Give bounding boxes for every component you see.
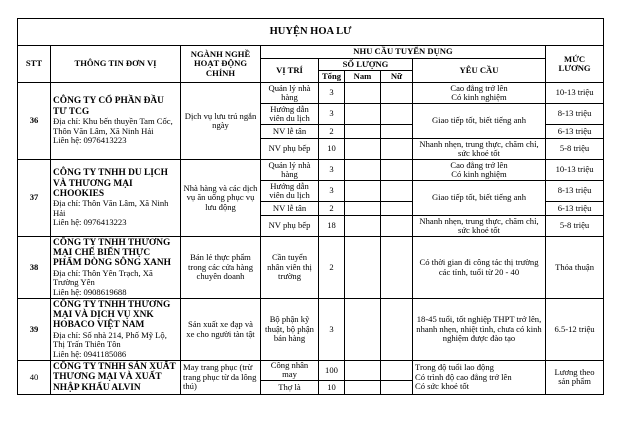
- job-salary: 6.5-12 triệu: [546, 299, 604, 361]
- job-female: [381, 83, 413, 104]
- job-total: 3: [319, 83, 345, 104]
- job-salary: 10-13 triệu: [546, 160, 604, 181]
- recruitment-table: [17, 18, 604, 395]
- job-female: [381, 202, 413, 216]
- header-salary: MỨC LƯƠNG: [546, 46, 604, 83]
- job-total: 10: [319, 139, 345, 160]
- row-stt: 40: [18, 361, 51, 395]
- job-total: 2: [319, 125, 345, 139]
- job-male: [345, 104, 381, 125]
- job-salary: 8-13 triệu: [546, 181, 604, 202]
- header-stt: STT: [18, 46, 51, 83]
- job-salary: 10-13 triệu: [546, 83, 604, 104]
- header-quantity: SỐ LƯỢNG: [319, 59, 413, 71]
- company-name: CÔNG TY TNHH SẢN XUẤT THƯƠNG MẠI VÀ XUẤT NHẬP KHẨU ALVIN: [53, 361, 176, 393]
- company-name: CÔNG TY CỔ PHẦN ĐẦU TƯ TCG: [53, 96, 164, 117]
- company-name: CÔNG TY TNHH DU LỊCH VÀ THƯƠNG MẠI CHOOKIES: [53, 168, 168, 199]
- job-female: [381, 125, 413, 139]
- job-position: Quản lý nhà hàng: [261, 83, 319, 104]
- job-total: 2: [319, 202, 345, 216]
- job-female: [381, 299, 413, 361]
- header-industry: NGÀNH NGHỀ HOẠT ĐỘNG CHÍNH: [181, 46, 261, 83]
- company-info: [51, 237, 181, 299]
- job-position: Công nhân may: [261, 361, 319, 381]
- header-requirement: YÊU CẦU: [413, 59, 546, 83]
- job-position: Hướng dẫn viên du lịch: [261, 181, 319, 202]
- job-male: [345, 139, 381, 160]
- job-position: NV lễ tân: [261, 202, 319, 216]
- company-name: CÔNG TY TNHH THƯƠNG MẠI CHẾ BIẾN THỰC PHẨM DÒNG SÔNG XANH: [53, 237, 171, 269]
- job-male: [345, 299, 381, 361]
- row-stt: 38: [18, 237, 51, 299]
- job-total: 18: [319, 216, 345, 237]
- job-female: [381, 104, 413, 125]
- job-female: [381, 139, 413, 160]
- header-position: VỊ TRÍ: [261, 59, 319, 83]
- job-female: [381, 216, 413, 237]
- job-position: Bộ phận kỹ thuật, bộ phận bán hàng: [261, 299, 319, 361]
- company-contact: Liên hệ: 0976413223: [53, 217, 127, 228]
- job-requirement: Giao tiếp tốt, biết tiếng anh: [413, 181, 546, 216]
- header-total: Tổng: [319, 71, 345, 83]
- job-position: Quản lý nhà hàng: [261, 160, 319, 181]
- job-total: 3: [319, 181, 345, 202]
- company-info: [51, 361, 181, 395]
- job-requirement: Có thời gian đi công tác thị trường các tỉnh, tuổi từ 20 - 40: [413, 237, 546, 299]
- company-contact: Liên hệ: 0941185086: [53, 348, 127, 359]
- company-contact: Liên hệ: 0976413223: [53, 135, 127, 146]
- header-female: Nữ: [381, 71, 413, 83]
- job-female: [381, 237, 413, 299]
- job-total: 3: [319, 299, 345, 361]
- job-salary: 5-8 triệu: [546, 216, 604, 237]
- header-unit: THÔNG TIN ĐƠN VỊ: [51, 46, 181, 83]
- job-male: [345, 361, 381, 381]
- job-male: [345, 125, 381, 139]
- company-info: [51, 83, 181, 160]
- job-requirement: Giao tiếp tốt, biết tiếng anh: [413, 104, 546, 139]
- row-stt: 39: [18, 299, 51, 361]
- job-male: [345, 83, 381, 104]
- company-industry: May trang phục (trừ trang phục từ da lông thú): [181, 361, 261, 395]
- company-address: Địa chỉ: Số nhà 214, Phố Mỹ Lộ, Thị Trấn Thiên Tôn: [53, 329, 167, 350]
- job-salary: 8-13 triệu: [546, 104, 604, 125]
- company-info: [51, 160, 181, 237]
- job-total: 2: [319, 237, 345, 299]
- job-position: Cần tuyển nhân viên thị trường: [261, 237, 319, 299]
- job-salary: 6-13 triệu: [546, 125, 604, 139]
- job-requirement: Cao đẳng trở lên Có kinh nghiệm: [413, 83, 546, 104]
- company-industry: Nhà hàng và các dịch vụ ăn uống phục vụ lưu động: [181, 160, 261, 237]
- header-male: Nam: [345, 71, 381, 83]
- company-address: Địa chỉ: Thôn Yên Trạch, Xã Trường Yên: [53, 267, 153, 288]
- job-salary: 6-13 triệu: [546, 202, 604, 216]
- company-industry: Dịch vụ lưu trú ngắn ngày: [181, 83, 261, 160]
- company-industry: Sản xuất xe đạp và xe cho người tàn tật: [181, 299, 261, 361]
- job-male: [345, 216, 381, 237]
- company-name: CÔNG TY TNHH THƯƠNG MẠI VÀ DỊCH VỤ XNK HOBACO VIỆT NAM: [53, 299, 171, 331]
- job-position: Thợ là: [261, 380, 319, 394]
- job-male: [345, 237, 381, 299]
- company-contact: Liên hệ: 0908619688: [53, 286, 127, 297]
- company-address: Địa chỉ: Khu bến thuyền Tam Cốc, Thôn Văn Lâm, Xã Ninh Hải: [53, 116, 173, 136]
- job-requirement: Trong độ tuổi lao động Có trình độ cao đẳng trở lên Có sức khoẻ tốt: [413, 361, 546, 395]
- job-requirement: Cao đẳng trở lên Có kinh nghiệm: [413, 160, 546, 181]
- job-salary: 5-8 triệu: [546, 139, 604, 160]
- job-position: Hướng dẫn viên du lịch: [261, 104, 319, 125]
- job-female: [381, 160, 413, 181]
- job-female: [381, 181, 413, 202]
- company-industry: Bán lẻ thực phẩm trong các cửa hàng chuyên doanh: [181, 237, 261, 299]
- job-salary: Thỏa thuận: [546, 237, 604, 299]
- job-position: NV phụ bếp: [261, 139, 319, 160]
- job-female: [381, 380, 413, 394]
- header-demand: NHU CẦU TUYỂN DỤNG: [261, 46, 546, 59]
- job-female: [381, 361, 413, 381]
- job-total: 10: [319, 380, 345, 394]
- job-position: NV lễ tân: [261, 125, 319, 139]
- company-info: [51, 299, 181, 361]
- row-stt: 36: [18, 83, 51, 160]
- job-male: [345, 380, 381, 394]
- job-salary: Lương theo sản phẩm: [546, 361, 604, 395]
- job-requirement: Nhanh nhẹn, trung thực, chăm chỉ, sức khoẻ tốt: [413, 139, 546, 160]
- job-male: [345, 202, 381, 216]
- company-address: Địa chỉ: Thôn Văn Lâm, Xã Ninh Hải: [53, 198, 169, 218]
- row-stt: 37: [18, 160, 51, 237]
- job-requirement: Nhanh nhẹn, trung thực, chăm chỉ, sức khoẻ tốt: [413, 216, 546, 237]
- job-position: NV phụ bếp: [261, 216, 319, 237]
- job-male: [345, 160, 381, 181]
- district-title: HUYỆN HOA LƯ: [18, 19, 604, 46]
- job-total: 3: [319, 160, 345, 181]
- job-male: [345, 181, 381, 202]
- job-total: 3: [319, 104, 345, 125]
- job-requirement: 18-45 tuổi, tốt nghiệp THPT trở lên, nhanh nhẹn, nhiệt tình, chưa có kinh nghiệm được đào tạo: [413, 299, 546, 361]
- job-total: 100: [319, 361, 345, 381]
